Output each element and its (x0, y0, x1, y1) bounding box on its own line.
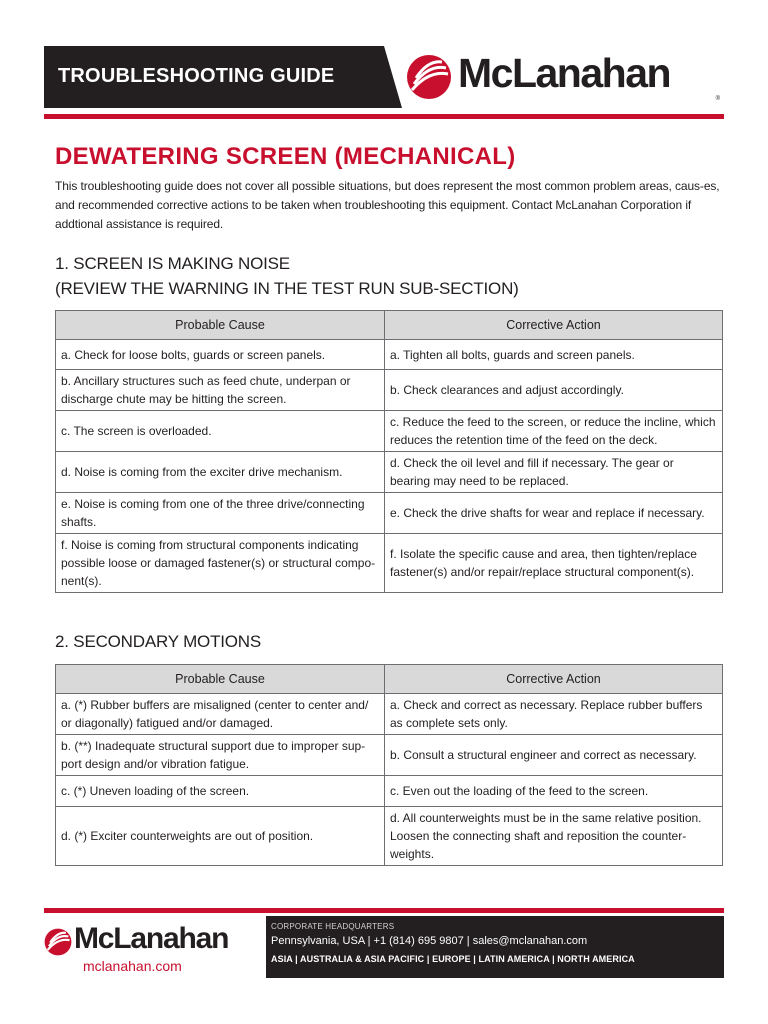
page-title: DEWATERING SCREEN (MECHANICAL) (55, 143, 516, 170)
footer-red-rule (44, 908, 724, 913)
table-header-row (56, 665, 723, 694)
action-cell: f. Isolate the specific cause and area, then tighten/replace fastener(s) and/or repair/replace structural component(s). (385, 534, 723, 593)
column-header-action: Corrective Action (385, 311, 723, 340)
action-cell: b. Consult a structural engineer and correct as necessary. (385, 735, 723, 776)
table-row (56, 452, 723, 493)
cause-cell: c. The screen is overloaded. (56, 411, 385, 452)
action-cell: a. Tighten all bolts, guards and screen panels. (385, 340, 723, 370)
action-cell: c. Reduce the feed to the screen, or reduce the incline, which reduces the retention time of the feed on the deck. (385, 411, 723, 452)
cause-cell: c. (*) Uneven loading of the screen. (56, 776, 385, 807)
table-row (56, 735, 723, 776)
action-cell: d. All counterweights must be in the same relative position. Loosen the connecting shaft and reposition the counter-weights. (385, 807, 723, 866)
cause-cell: b. Ancillary structures such as feed chute, underpan or discharge chute may be hitting the screen. (56, 370, 385, 411)
footer-website-link[interactable]: mclanahan.com (83, 958, 182, 974)
cause-cell: e. Noise is coming from one of the three drive/connecting shafts. (56, 493, 385, 534)
brand-wordmark: McLanahan (458, 50, 671, 96)
footer-brand-wordmark: McLanahan (74, 922, 229, 955)
cause-cell: f. Noise is coming from structural components indicating possible loose or damaged fastener(s) or structural compo-nent(s). (56, 534, 385, 593)
cause-cell: a. Check for loose bolts, guards or screen panels. (56, 340, 385, 370)
column-header-action: Corrective Action (385, 665, 723, 694)
section-1-heading-line2: (REVIEW THE WARNING IN THE TEST RUN SUB-SECTION) (55, 279, 519, 298)
header-red-rule (44, 114, 724, 119)
action-cell: c. Even out the loading of the feed to the screen. (385, 776, 723, 807)
cause-cell: b. (**) Inadequate structural support due to improper sup-port design and/or vibration fatigue. (56, 735, 385, 776)
action-cell: a. Check and correct as necessary. Replace rubber buffers as complete sets only. (385, 694, 723, 735)
column-header-cause: Probable Cause (56, 665, 385, 694)
section-2-heading: 2. SECONDARY MOTIONS (55, 632, 262, 651)
registered-mark: ® (715, 96, 720, 102)
cause-cell: d. (*) Exciter counterweights are out of position. (56, 807, 385, 866)
action-cell: e. Check the drive shafts for wear and replace if necessary. (385, 493, 723, 534)
section-1-table (55, 310, 723, 593)
table-row (56, 370, 723, 411)
action-cell: b. Check clearances and adjust accordingly. (385, 370, 723, 411)
brand-mark-icon (44, 928, 72, 956)
brand-mark-icon (406, 54, 452, 100)
footer-contact-bar (266, 916, 724, 978)
table-row (56, 411, 723, 452)
section-2-table (55, 664, 723, 866)
table-row (56, 493, 723, 534)
table-row (56, 776, 723, 807)
cause-cell: d. Noise is coming from the exciter drive mechanism. (56, 452, 385, 493)
section-1-heading-line1: 1. SCREEN IS MAKING NOISE (55, 254, 290, 273)
action-cell: d. Check the oil level and fill if necessary. The gear or bearing may need to be replaced. (385, 452, 723, 493)
header-bar (44, 46, 724, 108)
table-header-row (56, 311, 723, 340)
intro-paragraph: This troubleshooting guide does not cover all possible situations, but does represent the most common problem areas, caus-es, and recommended corrective actions to be taken when troubleshooting this equipment. Contact McLanahan Corporation if addtional assistance is required. (55, 179, 720, 231)
table-row (56, 340, 723, 370)
table-row (56, 807, 723, 866)
table-row (56, 534, 723, 593)
hq-contact: Pennsylvania, USA | +1 (814) 695 9807 | sales@mclanahan.com (271, 935, 588, 947)
regions-list: ASIA | AUSTRALIA & ASIA PACIFIC | EUROPE | LATIN AMERICA | NORTH AMERICA (271, 954, 635, 964)
table-row (56, 694, 723, 735)
brand-logo (402, 46, 724, 108)
header-title: TROUBLESHOOTING GUIDE (58, 65, 335, 87)
cause-cell: a. (*) Rubber buffers are misaligned (center to center and/ or diagonally) fatigued and/or damaged. (56, 694, 385, 735)
column-header-cause: Probable Cause (56, 311, 385, 340)
hq-label: CORPORATE HEADQUARTERS (271, 922, 395, 931)
section-1-heading (55, 251, 519, 301)
footer-logo (44, 916, 266, 978)
